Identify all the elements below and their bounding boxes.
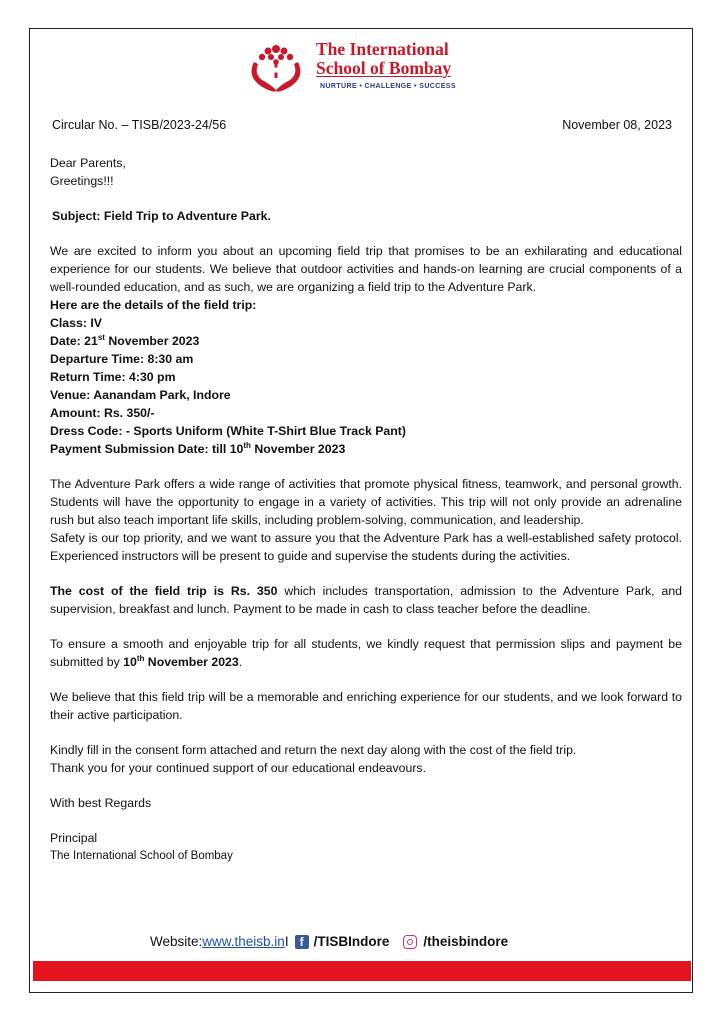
facebook-handle[interactable]: /TISBIndore (313, 934, 390, 949)
facebook-icon: f (295, 935, 309, 949)
detail-dress-code: Dress Code: - Sports Uniform (White T-Shirt Blue Track Pant) (50, 424, 406, 438)
detail-venue: Venue: Aanandam Park, Indore (50, 388, 231, 402)
school-name (316, 40, 451, 78)
consent-line: Kindly fill in the consent form attached and return the next day along with the cost of the field trip. (50, 743, 577, 757)
letter-body (50, 154, 682, 865)
tree-hands-logo-icon (240, 40, 312, 96)
school-logo (240, 40, 490, 96)
school-tagline: NURTURE • CHALLENGE • SUCCESS (320, 83, 456, 90)
safety-paragraph: Safety is our top priority, and we want to assure you that the Adventure Park has a well-established safety protocol. Experienced instructors will be present to guide and supervise the students during the activities. (50, 531, 682, 563)
believe-paragraph: We believe that this field trip will be a memorable and enriching experience for our students, and we look forward to their active participation. (50, 690, 682, 722)
instagram-handle[interactable]: /theisbindore (423, 934, 509, 949)
intro-paragraph: We are excited to inform you about an upcoming field trip that promises to be an exhilarating and educational experience for our students. We believe that outdoor activities and hands-on learning are crucial components of a well-rounded education, and as such, we are organizing a field trip to the Adventure Park. (50, 244, 682, 294)
detail-departure: Departure Time: 8:30 am (50, 352, 194, 366)
circular-number: Circular No. – TISB/2023-24/56 (52, 118, 227, 132)
details-heading: Here are the details of the field trip: (50, 298, 257, 312)
thanks-line: Thank you for your continued support of our educational endeavours. (50, 761, 426, 775)
detail-class: Class: IV (50, 316, 102, 330)
website-link[interactable]: www.theisb.in (202, 934, 285, 949)
footer-red-bar (33, 961, 691, 981)
signer-org: The International School of Bombay (50, 850, 233, 862)
greeting: Greetings!!! (50, 174, 114, 188)
instagram-icon (403, 935, 417, 949)
cost-paragraph: The cost of the field trip is Rs. 350 which includes transportation, admission to the Adventure Park, and supervision, breakfast and lunch. Payment to be made in cash to class teacher before the deadline. (50, 584, 683, 616)
school-name-line2: School of Bombay (316, 58, 452, 78)
footer-contact (150, 934, 508, 949)
activities-paragraph: The Adventure Park offers a wide range of activities that promote physical fitness, teamwork, and personal growth. Students will have the opportunity to engage in a variety of activities. This trip will not only provide an adrenaline rush but also teach important life skills, including problem-solving, communication, and leadership. (50, 477, 682, 527)
trip-details (50, 296, 682, 458)
detail-payment-date: Payment Submission Date: till 10th November 2023 (50, 440, 346, 456)
footer-separator: I (284, 934, 289, 949)
website-label: Website: (150, 934, 203, 949)
subject-line: Subject: Field Trip to Adventure Park. (52, 209, 271, 223)
school-name-line1: The International (316, 39, 449, 59)
detail-date: Date: 21st November 2023 (50, 332, 200, 348)
detail-amount: Amount: Rs. 350/- (50, 406, 155, 420)
salutation: Dear Parents, (50, 156, 126, 170)
detail-return: Return Time: 4:30 pm (50, 370, 176, 384)
circular-date: November 08, 2023 (562, 118, 672, 132)
request-paragraph: To ensure a smooth and enjoyable trip for all students, we kindly request that permission slips and payment be submitted by 10th November 2023. (50, 637, 682, 669)
signer-title: Principal (50, 831, 98, 845)
closing: With best Regards (50, 796, 152, 810)
